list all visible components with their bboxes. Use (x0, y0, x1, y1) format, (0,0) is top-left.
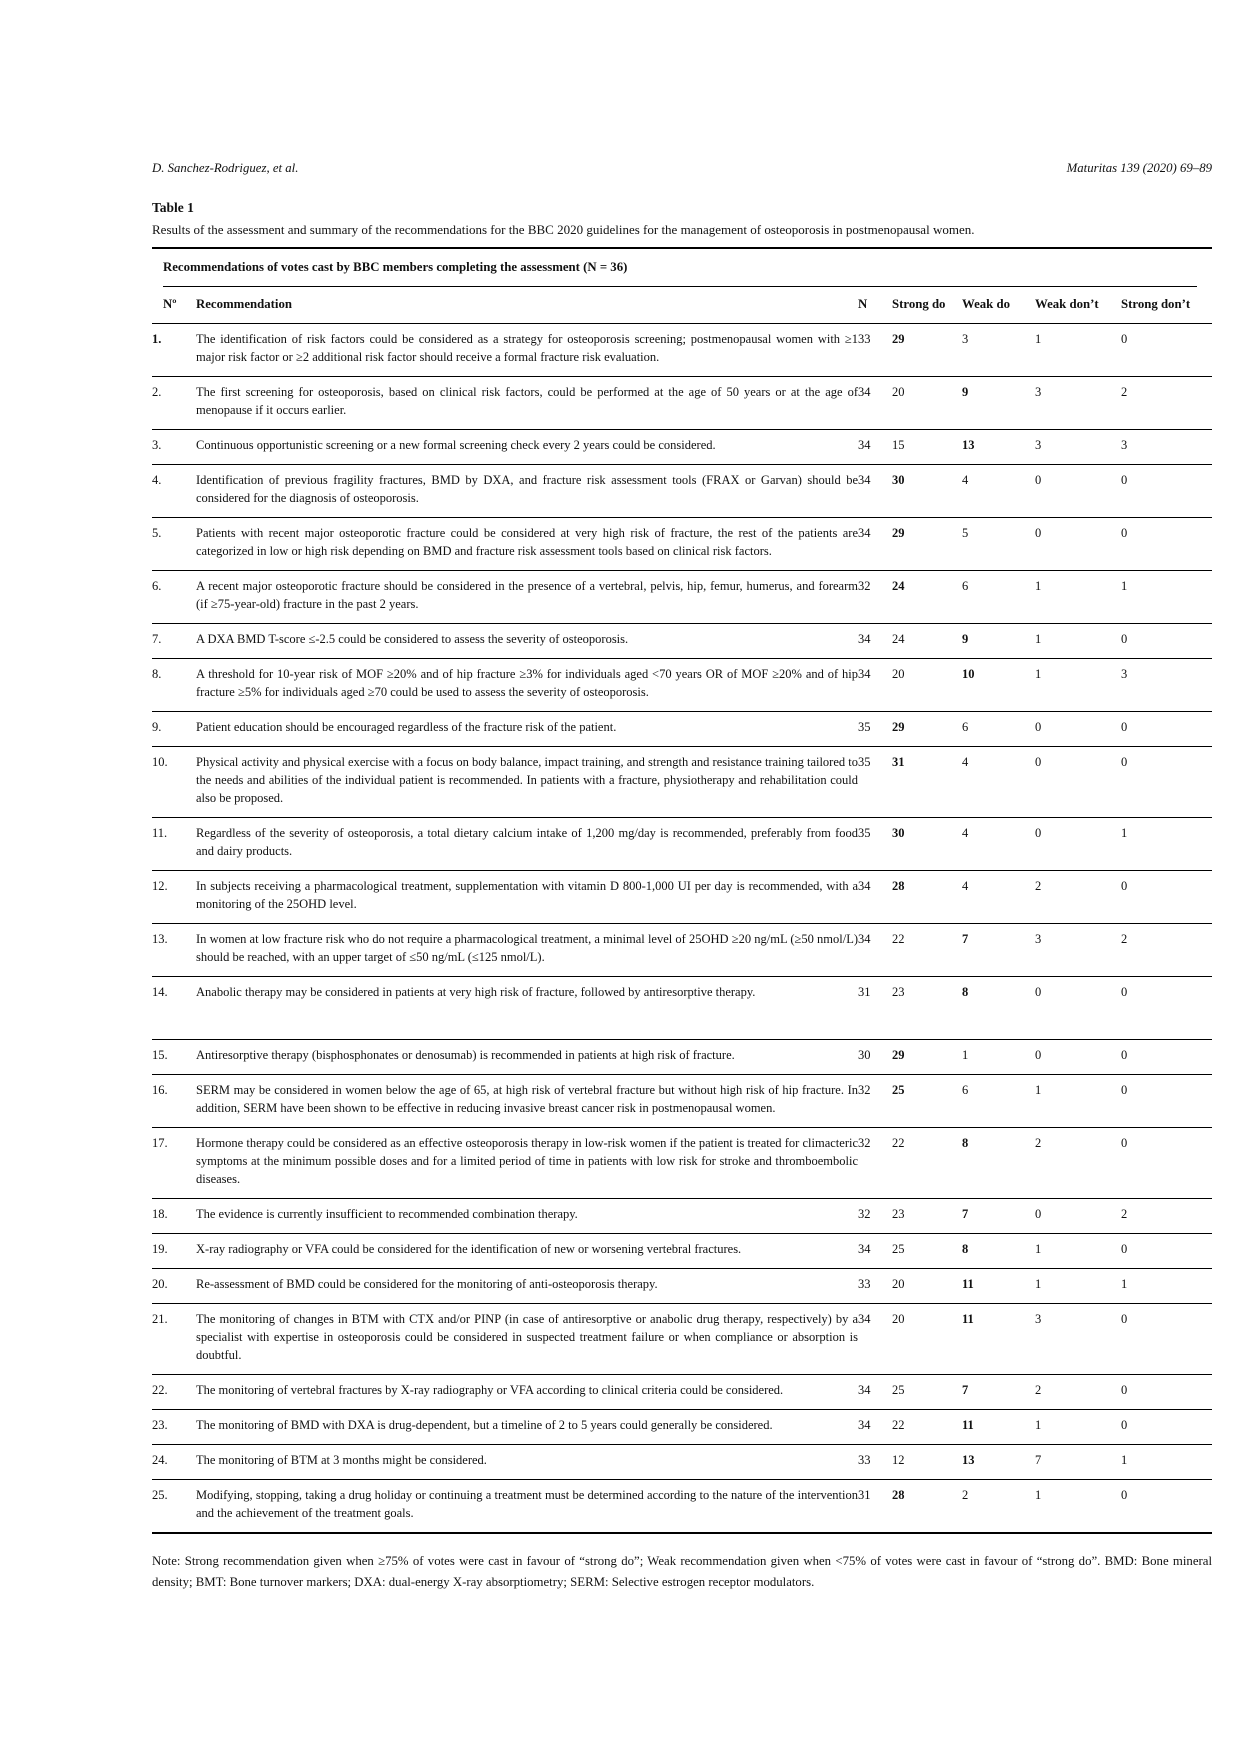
strong-dont-value: 0 (1121, 1136, 1128, 1150)
recommendation-text: The monitoring of changes in BTM with CTX and/or PINP (in case of antiresorptive or anabolic drug therapy, respectively) by a specialist with expertise in osteoporosis could be considered in suspected treatment failure or when compliance or absorption is doubtful. (196, 1312, 858, 1362)
table-row (152, 1234, 1212, 1269)
row-number: 14. (152, 985, 168, 999)
weak-do-value: 11 (962, 1277, 974, 1291)
table-row (152, 324, 1212, 377)
strong-do-value: 23 (892, 1207, 905, 1221)
weak-dont-value: 2 (1035, 879, 1042, 893)
strong-dont-value: 0 (1121, 1488, 1128, 1502)
n-value: 34 (858, 1242, 871, 1256)
weak-dont-value: 0 (1035, 985, 1042, 999)
recommendation-text: Regardless of the severity of osteoporosis, a total dietary calcium intake of 1,200 mg/day is recommended, preferably from food and dairy products. (196, 826, 858, 858)
recommendation-text: Antiresorptive therapy (bisphosphonates or denosumab) is recommended in patients at high risk of fracture. (196, 1048, 735, 1062)
weak-do-value: 6 (962, 579, 969, 593)
table-row (152, 977, 1212, 1040)
strong-do-value: 23 (892, 985, 905, 999)
n-value: 34 (858, 438, 871, 452)
table-row (152, 924, 1212, 977)
weak-do-value: 7 (962, 932, 969, 946)
recommendation-text: A recent major osteoporotic fracture should be considered in the presence of a vertebral, pelvis, hip, femur, humerus, and forearm (if ≥75-year-old) fracture in the past 2 years. (196, 579, 858, 611)
strong-do-value: 25 (892, 1083, 905, 1097)
n-value: 35 (858, 826, 871, 840)
strong-dont-value: 2 (1121, 932, 1128, 946)
row-number: 1. (152, 332, 162, 346)
weak-dont-value: 1 (1035, 1277, 1042, 1291)
strong-dont-value: 0 (1121, 473, 1128, 487)
strong-dont-value: 2 (1121, 385, 1128, 399)
weak-dont-value: 0 (1035, 826, 1042, 840)
weak-do-value: 9 (962, 632, 969, 646)
table-block (152, 247, 1212, 1534)
weak-dont-value: 0 (1035, 720, 1042, 734)
weak-dont-value: 3 (1035, 438, 1042, 452)
strong-dont-value: 0 (1121, 1083, 1128, 1097)
column-header-strong-do: Strong do (892, 287, 962, 324)
table-row (152, 1075, 1212, 1128)
recommendation-text: A DXA BMD T-score ≤-2.5 could be considered to assess the severity of osteoporosis. (196, 632, 629, 646)
strong-do-value: 20 (892, 1312, 905, 1326)
table-subheader: Recommendations of votes cast by BBC members completing the assessment (N = 36) (163, 260, 628, 274)
row-number: 16. (152, 1083, 168, 1097)
strong-do-value: 22 (892, 1418, 905, 1432)
weak-do-value: 2 (962, 1488, 969, 1502)
weak-dont-value: 0 (1035, 526, 1042, 540)
table-row (152, 1375, 1212, 1410)
table-row (152, 1445, 1212, 1480)
table-row (152, 1199, 1212, 1234)
table-row (152, 871, 1212, 924)
weak-dont-value: 3 (1035, 385, 1042, 399)
weak-dont-value: 7 (1035, 1453, 1042, 1467)
strong-do-value: 28 (892, 1488, 905, 1502)
n-value: 34 (858, 473, 871, 487)
recommendation-text: Hormone therapy could be considered as an effective osteoporosis therapy in low-risk women if the patient is treated for climacteric symptoms at the minimum possible doses and for a limited period of time in patients with low risk for stroke and thromboembolic diseases. (196, 1136, 858, 1186)
weak-do-value: 5 (962, 526, 969, 540)
weak-do-value: 4 (962, 473, 969, 487)
recommendation-text: The evidence is currently insufficient to recommended combination therapy. (196, 1207, 578, 1221)
n-value: 33 (858, 1277, 871, 1291)
weak-dont-value: 1 (1035, 579, 1042, 593)
table-caption: Results of the assessment and summary of the recommendations for the BBC 2020 guidelines for the management of osteoporosis in postmenopausal women. (152, 222, 975, 237)
weak-do-value: 1 (962, 1048, 969, 1062)
recommendation-text: A threshold for 10-year risk of MOF ≥20% and of hip fracture ≥3% for individuals aged <70 years OR of MOF ≥20% and of hip fracture ≥5% for individuals aged ≥70 could be used to assess the severity of osteoporosis. (196, 667, 858, 699)
weak-do-value: 13 (962, 438, 975, 452)
table-row (152, 571, 1212, 624)
weak-do-value: 8 (962, 1242, 969, 1256)
weak-do-value: 6 (962, 1083, 969, 1097)
table-body (152, 324, 1212, 1534)
recommendation-text: X-ray radiography or VFA could be considered for the identification of new or worsening vertebral fractures. (196, 1242, 742, 1256)
running-head-journal: Maturitas 139 (2020) 69–89 (1066, 161, 1212, 175)
weak-do-value: 8 (962, 1136, 969, 1150)
strong-do-value: 29 (892, 332, 905, 346)
n-value: 32 (858, 579, 871, 593)
row-number: 21. (152, 1312, 168, 1326)
strong-dont-value: 2 (1121, 1207, 1128, 1221)
n-value: 34 (858, 667, 871, 681)
weak-do-value: 3 (962, 332, 969, 346)
strong-do-value: 22 (892, 1136, 905, 1150)
weak-do-value: 4 (962, 879, 969, 893)
weak-do-value: 13 (962, 1453, 975, 1467)
weak-do-value: 7 (962, 1207, 969, 1221)
column-header-strong-dont: Strong don’t (1121, 287, 1212, 324)
weak-dont-value: 1 (1035, 1488, 1042, 1502)
weak-dont-value: 1 (1035, 667, 1042, 681)
strong-dont-value: 0 (1121, 526, 1128, 540)
table-row (152, 818, 1212, 871)
table-row (152, 377, 1212, 430)
recommendation-text: The identification of risk factors could be considered as a strategy for osteoporosis screening; postmenopausal women with ≥1 major risk factor or ≥2 additional risk factor should receive a formal fracture risk evaluation. (196, 332, 858, 364)
row-number: 13. (152, 932, 168, 946)
strong-dont-value: 1 (1121, 826, 1128, 840)
weak-dont-value: 0 (1035, 755, 1042, 769)
row-number: 22. (152, 1383, 168, 1397)
strong-dont-value: 1 (1121, 579, 1128, 593)
row-number: 15. (152, 1048, 168, 1062)
recommendation-text: Physical activity and physical exercise with a focus on body balance, impact training, and strength and resistance training tailored to the needs and abilities of the individual patient is recommended. In patients with a fracture, physiotherapy and rehabilitation could also be proposed. (196, 755, 858, 805)
row-number: 23. (152, 1418, 168, 1432)
column-header-recommendation: Recommendation (196, 287, 858, 324)
n-value: 31 (858, 1488, 871, 1502)
n-value: 34 (858, 1312, 871, 1326)
strong-dont-value: 0 (1121, 755, 1128, 769)
row-number: 9. (152, 720, 162, 734)
recommendation-text: The monitoring of BMD with DXA is drug-dependent, but a timeline of 2 to 5 years could generally be considered. (196, 1418, 773, 1432)
row-number: 24. (152, 1453, 168, 1467)
column-header-n: N (858, 287, 892, 324)
weak-do-value: 8 (962, 985, 969, 999)
strong-do-value: 28 (892, 879, 905, 893)
n-value: 34 (858, 932, 871, 946)
strong-do-value: 24 (892, 579, 905, 593)
row-number: 3. (152, 438, 162, 452)
n-value: 30 (858, 1048, 871, 1062)
n-value: 34 (858, 1418, 871, 1432)
weak-do-value: 7 (962, 1383, 969, 1397)
strong-do-value: 29 (892, 720, 905, 734)
n-value: 33 (858, 332, 871, 346)
weak-dont-value: 1 (1035, 632, 1042, 646)
recommendation-text: Re-assessment of BMD could be considered for the monitoring of anti-osteoporosis therapy. (196, 1277, 658, 1291)
weak-dont-value: 1 (1035, 1242, 1042, 1256)
strong-do-value: 22 (892, 932, 905, 946)
n-value: 33 (858, 1453, 871, 1467)
weak-dont-value: 3 (1035, 1312, 1042, 1326)
weak-dont-value: 1 (1035, 1083, 1042, 1097)
strong-do-value: 29 (892, 526, 905, 540)
weak-dont-value: 1 (1035, 332, 1042, 346)
recommendation-text: Patient education should be encouraged regardless of the fracture risk of the patient. (196, 720, 617, 734)
recommendation-text: Modifying, stopping, taking a drug holiday or continuing a treatment must be determined according to the nature of the intervention and the achievement of the treatment goals. (196, 1488, 858, 1520)
strong-dont-value: 0 (1121, 1418, 1128, 1432)
row-number: 19. (152, 1242, 168, 1256)
column-header-weak-do: Weak do (962, 287, 1035, 324)
page-content (152, 160, 1212, 1593)
table-row (152, 1410, 1212, 1445)
column-header-weak-dont: Weak don’t (1035, 287, 1121, 324)
n-value: 34 (858, 385, 871, 399)
n-value: 32 (858, 1136, 871, 1150)
strong-do-value: 30 (892, 473, 905, 487)
row-number: 2. (152, 385, 162, 399)
strong-dont-value: 0 (1121, 632, 1128, 646)
table-label: Table 1 (152, 200, 194, 215)
weak-do-value: 9 (962, 385, 969, 399)
recommendation-text: In subjects receiving a pharmacological treatment, supplementation with vitamin D 800-1,000 UI per day is recommended, with a monitoring of the 25OHD level. (196, 879, 858, 911)
row-number: 11. (152, 826, 168, 840)
strong-dont-value: 3 (1121, 667, 1128, 681)
strong-do-value: 20 (892, 385, 905, 399)
strong-do-value: 15 (892, 438, 905, 452)
table-row (152, 1040, 1212, 1075)
row-number: 7. (152, 632, 162, 646)
strong-do-value: 20 (892, 1277, 905, 1291)
n-value: 35 (858, 720, 871, 734)
recommendation-text: The monitoring of BTM at 3 months might be considered. (196, 1453, 487, 1467)
strong-do-value: 29 (892, 1048, 905, 1062)
weak-dont-value: 2 (1035, 1136, 1042, 1150)
weak-dont-value: 0 (1035, 1048, 1042, 1062)
table-row (152, 1304, 1212, 1375)
n-value: 34 (858, 1383, 871, 1397)
weak-do-value: 10 (962, 667, 975, 681)
recommendation-text: The monitoring of vertebral fractures by X-ray radiography or VFA according to clinical criteria could be considered. (196, 1383, 784, 1397)
n-value: 34 (858, 632, 871, 646)
n-value: 32 (858, 1207, 871, 1221)
recommendation-text: Patients with recent major osteoporotic fracture could be considered at very high risk of fracture, the rest of the patients are categorized in low or high risk depending on BMD and fracture risk assessment tools based on clinical risk factors. (196, 526, 858, 558)
strong-dont-value: 0 (1121, 1242, 1128, 1256)
weak-dont-value: 2 (1035, 1383, 1042, 1397)
weak-do-value: 4 (962, 826, 969, 840)
table-row (152, 712, 1212, 747)
strong-do-value: 31 (892, 755, 905, 769)
table-row (152, 430, 1212, 465)
strong-dont-value: 0 (1121, 879, 1128, 893)
weak-do-value: 11 (962, 1418, 974, 1432)
strong-do-value: 30 (892, 826, 905, 840)
n-value: 35 (858, 755, 871, 769)
strong-dont-value: 1 (1121, 1277, 1128, 1291)
strong-dont-value: 0 (1121, 720, 1128, 734)
table-row (152, 1480, 1212, 1534)
strong-do-value: 25 (892, 1383, 905, 1397)
strong-dont-value: 0 (1121, 1048, 1128, 1062)
weak-dont-value: 0 (1035, 473, 1042, 487)
row-number: 18. (152, 1207, 168, 1221)
table-note: Note: Strong recommendation given when ≥75% of votes were cast in favour of “strong do”; Weak recommendation given when <75% of votes were cast in favour of “strong do”. BMD: Bone mineral density; BMT: Bone turnover markers; DXA: dual-energy X-ray absorptiometry; SERM: Selective estrogen receptor modulators. (152, 1554, 1212, 1589)
n-value: 32 (858, 1083, 871, 1097)
recommendation-text: Continuous opportunistic screening or a new formal screening check every 2 years could be considered. (196, 438, 716, 452)
table-header (152, 287, 1212, 324)
row-number: 5. (152, 526, 162, 540)
strong-do-value: 25 (892, 1242, 905, 1256)
strong-dont-value: 0 (1121, 332, 1128, 346)
weak-dont-value: 0 (1035, 1207, 1042, 1221)
recommendation-text: In women at low fracture risk who do not require a pharmacological treatment, a minimal level of 25OHD ≥20 ng/mL (≥50 nmol/L) should be reached, with an upper target of ≤50 ng/mL (≤125 nmol/L). (196, 932, 858, 964)
running-head-authors: D. Sanchez-Rodriguez, et al. (152, 161, 299, 175)
recommendation-text: Anabolic therapy may be considered in patients at very high risk of fracture, followed by antiresorptive therapy. (196, 985, 756, 999)
n-value: 34 (858, 879, 871, 893)
n-value: 34 (858, 526, 871, 540)
table-header-row (152, 287, 1212, 324)
weak-do-value: 11 (962, 1312, 974, 1326)
table-row (152, 747, 1212, 818)
row-number: 20. (152, 1277, 168, 1291)
strong-dont-value: 3 (1121, 438, 1128, 452)
row-number: 10. (152, 755, 168, 769)
weak-do-value: 6 (962, 720, 969, 734)
table-row (152, 518, 1212, 571)
table-row (152, 1269, 1212, 1304)
table-row (152, 659, 1212, 712)
strong-do-value: 12 (892, 1453, 905, 1467)
strong-dont-value: 0 (1121, 1383, 1128, 1397)
table-row (152, 624, 1212, 659)
strong-do-value: 20 (892, 667, 905, 681)
strong-dont-value: 1 (1121, 1453, 1128, 1467)
row-number: 6. (152, 579, 162, 593)
recommendation-text: The first screening for osteoporosis, based on clinical risk factors, could be performed at the age of 50 years or at the age of menopause if it occurs earlier. (196, 385, 858, 417)
recommendation-text: SERM may be considered in women below the age of 65, at high risk of vertebral fracture but without high risk of hip fracture. In addition, SERM have been shown to be effective in reducing invasive breast cancer risk in postmenopausal women. (196, 1083, 858, 1115)
weak-dont-value: 3 (1035, 932, 1042, 946)
recommendations-table (152, 287, 1212, 1534)
strong-dont-value: 0 (1121, 1312, 1128, 1326)
column-header-no: Nº (152, 287, 196, 324)
table-row (152, 465, 1212, 518)
row-number: 8. (152, 667, 162, 681)
running-head (152, 160, 1212, 177)
weak-do-value: 4 (962, 755, 969, 769)
row-number: 17. (152, 1136, 168, 1150)
weak-dont-value: 1 (1035, 1418, 1042, 1432)
n-value: 31 (858, 985, 871, 999)
table-row (152, 1128, 1212, 1199)
strong-do-value: 24 (892, 632, 905, 646)
recommendation-text: Identification of previous fragility fractures, BMD by DXA, and fracture risk assessment tools (FRAX or Garvan) should be considered for the diagnosis of osteoporosis. (196, 473, 858, 505)
row-number: 4. (152, 473, 162, 487)
row-number: 25. (152, 1488, 168, 1502)
strong-dont-value: 0 (1121, 985, 1128, 999)
row-number: 12. (152, 879, 168, 893)
